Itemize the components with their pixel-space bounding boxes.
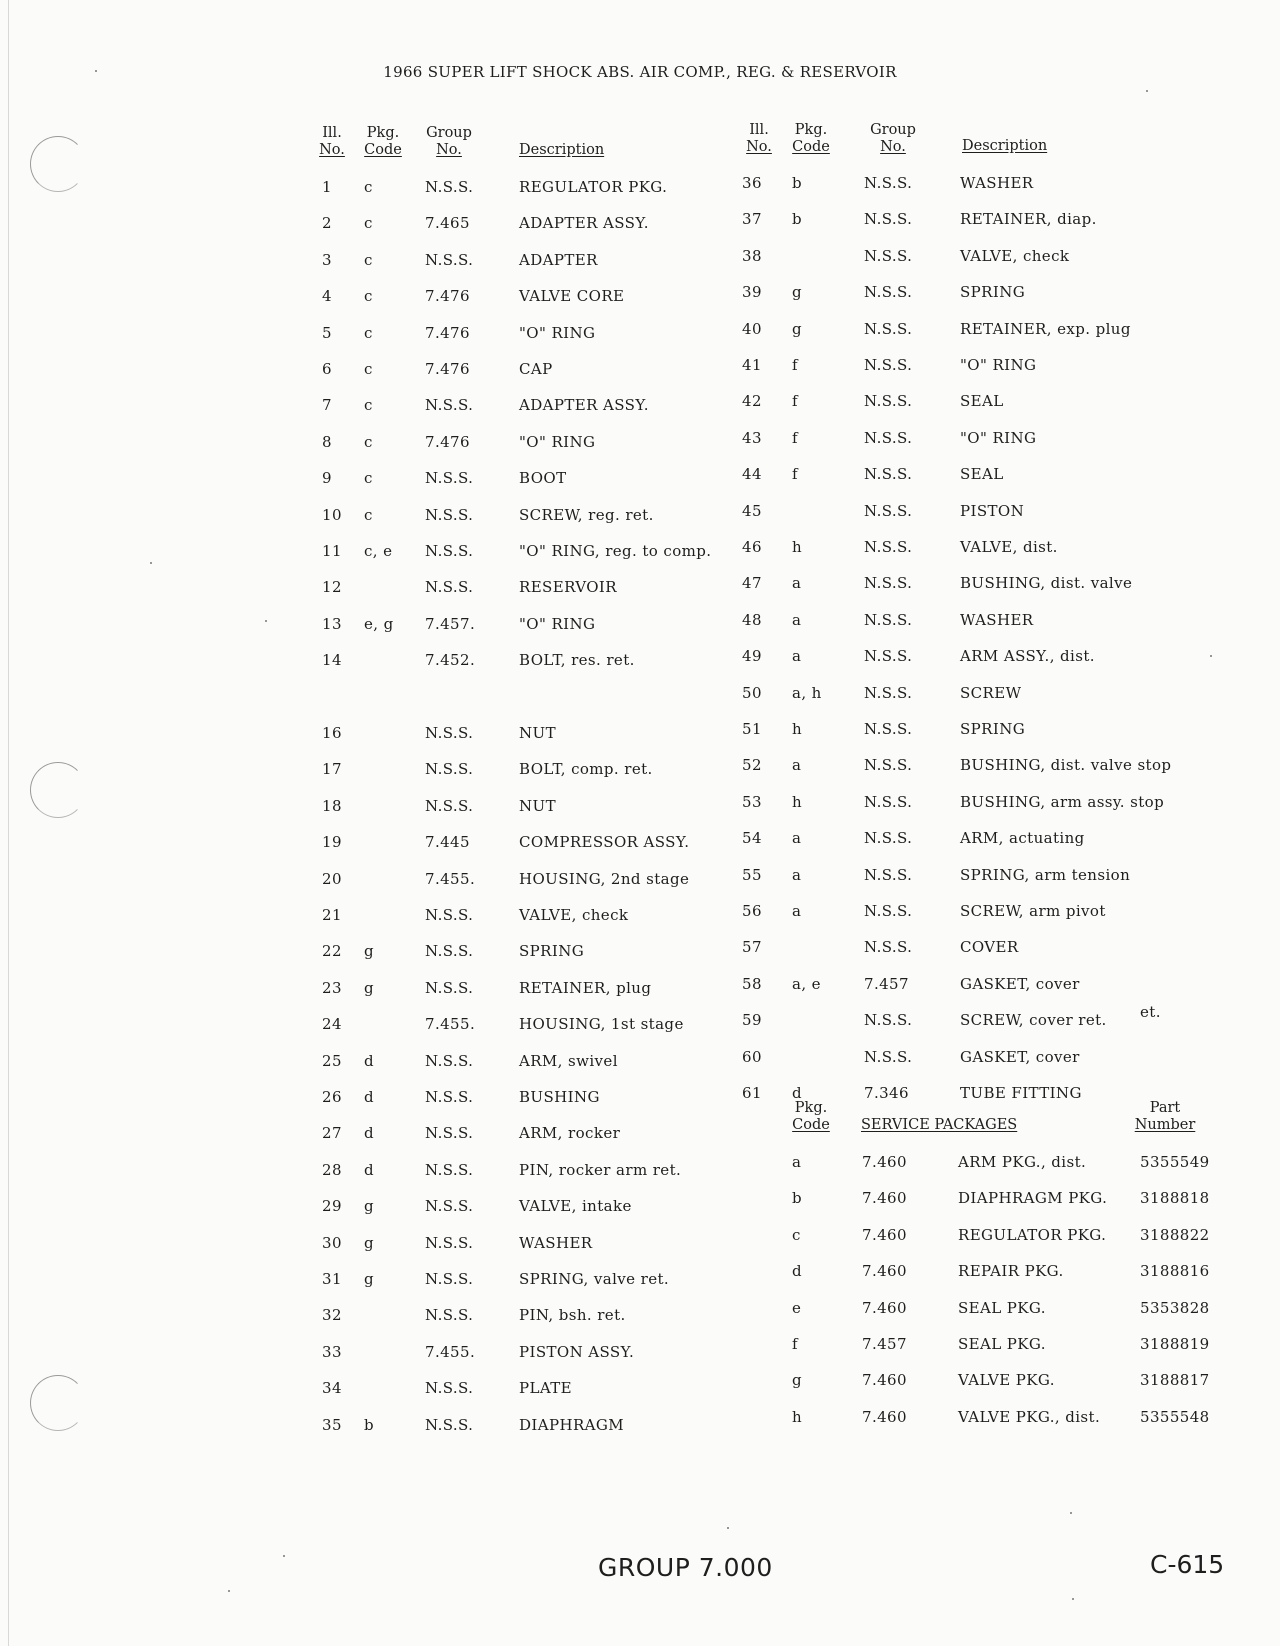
left-ill-no: 30 xyxy=(322,1234,342,1252)
left-pkg-code: c xyxy=(364,469,373,487)
service-description: ARM PKG., dist. xyxy=(958,1153,1087,1171)
left-group-no: 7.476 xyxy=(425,360,470,378)
left-description: NUT xyxy=(519,724,556,742)
left-ill-no: 14 xyxy=(322,651,342,669)
right-group-no: N.S.S. xyxy=(864,611,913,629)
right-description: COVER xyxy=(960,938,1019,956)
left-ill-no: 31 xyxy=(322,1270,342,1288)
left-description: BOLT, res. ret. xyxy=(519,651,635,669)
right-ill-no: 52 xyxy=(742,756,762,774)
service-pkg-code: a xyxy=(792,1153,802,1171)
left-group-no: 7.476 xyxy=(425,287,470,305)
right-pkg-code: d xyxy=(792,1084,803,1102)
right-ill-no: 43 xyxy=(742,429,762,447)
right-ill-no: 46 xyxy=(742,538,762,556)
left-ill-no: 23 xyxy=(322,979,342,997)
right-description: SPRING, arm tension xyxy=(960,866,1131,884)
stray-mark: et. xyxy=(1140,1003,1161,1021)
right-pkg-code: b xyxy=(792,210,803,228)
right-description: SCREW xyxy=(960,684,1022,702)
right-group-no: N.S.S. xyxy=(864,866,913,884)
left-ill-no: 22 xyxy=(322,942,342,960)
left-group-no: N.S.S. xyxy=(425,1234,474,1252)
left-ill-no: 25 xyxy=(322,1052,342,1070)
left-pkg-code: c xyxy=(364,396,373,414)
left-group-no: N.S.S. xyxy=(425,797,474,815)
left-group-no: N.S.S. xyxy=(425,1379,474,1397)
left-pkg-code: b xyxy=(364,1416,375,1434)
left-description: HOUSING, 2nd stage xyxy=(519,870,690,888)
scan-speck xyxy=(283,1555,285,1557)
service-group-no: 7.460 xyxy=(862,1408,907,1426)
left-group-no: 7.476 xyxy=(425,324,470,342)
right-ill-no: 60 xyxy=(742,1048,762,1066)
left-description: ADAPTER ASSY. xyxy=(519,396,649,414)
footer-page-number: C-615 xyxy=(1150,1550,1225,1579)
left-ill-no: 1 xyxy=(322,178,332,196)
left-pkg-code: g xyxy=(364,942,375,960)
header-pkg-code-left: Pkg. Code xyxy=(364,125,402,158)
left-group-no: N.S.S. xyxy=(425,469,474,487)
service-description: DIAPHRAGM PKG. xyxy=(958,1189,1108,1207)
left-pkg-code: c xyxy=(364,178,373,196)
right-pkg-code: a xyxy=(792,829,802,847)
page-margin-line xyxy=(8,0,9,1646)
left-pkg-code: c xyxy=(364,360,373,378)
service-header-pkg-code: Pkg. Code xyxy=(792,1100,830,1133)
scan-speck xyxy=(727,1527,729,1529)
right-description: SEAL xyxy=(960,392,1004,410)
left-description: DIAPHRAGM xyxy=(519,1416,625,1434)
right-ill-no: 61 xyxy=(742,1084,762,1102)
left-group-no: N.S.S. xyxy=(425,942,474,960)
scan-speck xyxy=(1070,1512,1072,1514)
left-ill-no: 19 xyxy=(322,833,342,851)
left-description: REGULATOR PKG. xyxy=(519,178,668,196)
right-pkg-code: a, h xyxy=(792,684,822,702)
hole-punch-middle xyxy=(30,762,86,818)
left-description: SCREW, reg. ret. xyxy=(519,506,654,524)
service-part-number: 3188819 xyxy=(1140,1335,1210,1353)
service-pkg-code: b xyxy=(792,1189,803,1207)
left-group-no: 7.452. xyxy=(425,651,476,669)
left-ill-no: 18 xyxy=(322,797,342,815)
left-pkg-code: c xyxy=(364,287,373,305)
service-pkg-code: g xyxy=(792,1371,803,1389)
scan-speck xyxy=(1146,90,1148,92)
left-ill-no: 5 xyxy=(322,324,332,342)
left-description: SPRING xyxy=(519,942,585,960)
right-pkg-code: g xyxy=(792,283,803,301)
left-description: HOUSING, 1st stage xyxy=(519,1015,684,1033)
service-pkg-code: c xyxy=(792,1226,801,1244)
left-group-no: N.S.S. xyxy=(425,1306,474,1324)
service-group-no: 7.460 xyxy=(862,1371,907,1389)
left-description: SPRING, valve ret. xyxy=(519,1270,670,1288)
left-pkg-code: c xyxy=(364,214,373,232)
header-pkg-code-right: Pkg. Code xyxy=(792,122,830,155)
left-ill-no: 21 xyxy=(322,906,342,924)
scan-speck xyxy=(265,620,267,622)
right-group-no: N.S.S. xyxy=(864,793,913,811)
left-group-no: N.S.S. xyxy=(425,506,474,524)
right-group-no: N.S.S. xyxy=(864,1048,913,1066)
right-pkg-code: h xyxy=(792,720,803,738)
right-pkg-code: a xyxy=(792,611,802,629)
left-group-no: N.S.S. xyxy=(425,724,474,742)
service-part-number: 3188817 xyxy=(1140,1371,1210,1389)
service-description: REGULATOR PKG. xyxy=(958,1226,1107,1244)
right-group-no: N.S.S. xyxy=(864,392,913,410)
left-ill-no: 8 xyxy=(322,433,332,451)
right-ill-no: 56 xyxy=(742,902,762,920)
page-title: 1966 SUPER LIFT SHOCK ABS. AIR COMP., REG. & RESERVOIR xyxy=(383,63,897,81)
left-pkg-code: c, e xyxy=(364,542,393,560)
right-description: WASHER xyxy=(960,174,1034,192)
service-group-no: 7.460 xyxy=(862,1153,907,1171)
left-pkg-code: d xyxy=(364,1088,375,1106)
left-pkg-code: c xyxy=(364,324,373,342)
service-part-number: 3188816 xyxy=(1140,1262,1210,1280)
left-ill-no: 16 xyxy=(322,724,342,742)
right-group-no: N.S.S. xyxy=(864,502,913,520)
left-ill-no: 12 xyxy=(322,578,342,596)
left-ill-no: 35 xyxy=(322,1416,342,1434)
right-group-no: N.S.S. xyxy=(864,720,913,738)
left-description: PISTON ASSY. xyxy=(519,1343,635,1361)
service-description: SEAL PKG. xyxy=(958,1335,1046,1353)
right-group-no: N.S.S. xyxy=(864,247,913,265)
left-description: "O" RING, reg. to comp. xyxy=(519,542,712,560)
right-group-no: N.S.S. xyxy=(864,429,913,447)
left-description: VALVE, intake xyxy=(519,1197,632,1215)
right-group-no: N.S.S. xyxy=(864,465,913,483)
left-group-no: N.S.S. xyxy=(425,979,474,997)
left-pkg-code: g xyxy=(364,1270,375,1288)
service-part-number: 5355549 xyxy=(1140,1153,1210,1171)
right-pkg-code: a xyxy=(792,902,802,920)
left-ill-no: 32 xyxy=(322,1306,342,1324)
right-ill-no: 48 xyxy=(742,611,762,629)
right-pkg-code: f xyxy=(792,356,798,374)
right-ill-no: 54 xyxy=(742,829,762,847)
service-pkg-code: h xyxy=(792,1408,803,1426)
scan-speck xyxy=(1072,1598,1074,1600)
right-description: BUSHING, arm assy. stop xyxy=(960,793,1165,811)
left-description: BOLT, comp. ret. xyxy=(519,760,653,778)
right-group-no: N.S.S. xyxy=(864,756,913,774)
right-ill-no: 50 xyxy=(742,684,762,702)
right-description: SEAL xyxy=(960,465,1004,483)
right-pkg-code: f xyxy=(792,429,798,447)
right-description: GASKET, cover xyxy=(960,975,1080,993)
hole-punch-bottom xyxy=(30,1375,86,1431)
left-ill-no: 24 xyxy=(322,1015,342,1033)
left-ill-no: 9 xyxy=(322,469,332,487)
left-ill-no: 17 xyxy=(322,760,342,778)
left-group-no: 7.465 xyxy=(425,214,470,232)
right-description: PISTON xyxy=(960,502,1025,520)
service-description: SEAL PKG. xyxy=(958,1299,1046,1317)
service-header-part-number: Part Number xyxy=(1134,1100,1196,1133)
left-group-no: 7.457. xyxy=(425,615,476,633)
service-description: REPAIR PKG. xyxy=(958,1262,1064,1280)
left-description: ADAPTER xyxy=(519,251,598,269)
left-group-no: N.S.S. xyxy=(425,1161,474,1179)
right-group-no: N.S.S. xyxy=(864,320,913,338)
right-group-no: 7.457 xyxy=(864,975,909,993)
left-group-no: N.S.S. xyxy=(425,1124,474,1142)
left-description: RETAINER, plug xyxy=(519,979,652,997)
service-description: VALVE PKG., dist. xyxy=(958,1408,1101,1426)
right-description: SCREW, arm pivot xyxy=(960,902,1106,920)
header-ill-no-left: Ill. No. xyxy=(319,125,345,158)
left-ill-no: 28 xyxy=(322,1161,342,1179)
left-group-no: 7.445 xyxy=(425,833,470,851)
left-description: "O" RING xyxy=(519,324,596,342)
right-pkg-code: f xyxy=(792,392,798,410)
left-description: ARM, rocker xyxy=(519,1124,621,1142)
left-ill-no: 34 xyxy=(322,1379,342,1397)
right-group-no: N.S.S. xyxy=(864,829,913,847)
right-ill-no: 36 xyxy=(742,174,762,192)
left-description: ARM, swivel xyxy=(519,1052,618,1070)
right-ill-no: 57 xyxy=(742,938,762,956)
right-ill-no: 37 xyxy=(742,210,762,228)
right-description: ARM ASSY., dist. xyxy=(960,647,1095,665)
left-ill-no: 20 xyxy=(322,870,342,888)
right-description: SCREW, cover ret. xyxy=(960,1011,1107,1029)
left-group-no: N.S.S. xyxy=(425,1416,474,1434)
right-pkg-code: a xyxy=(792,866,802,884)
service-pkg-code: d xyxy=(792,1262,803,1280)
left-ill-no: 6 xyxy=(322,360,332,378)
header-ill-no-right: Ill. No. xyxy=(746,122,772,155)
left-group-no: N.S.S. xyxy=(425,760,474,778)
right-description: BUSHING, dist. valve xyxy=(960,574,1133,592)
left-description: VALVE, check xyxy=(519,906,629,924)
left-pkg-code: c xyxy=(364,251,373,269)
right-description: SPRING xyxy=(960,283,1026,301)
right-ill-no: 58 xyxy=(742,975,762,993)
left-ill-no: 4 xyxy=(322,287,332,305)
left-ill-no: 7 xyxy=(322,396,332,414)
service-group-no: 7.457 xyxy=(862,1335,907,1353)
right-pkg-code: f xyxy=(792,465,798,483)
right-description: SPRING xyxy=(960,720,1026,738)
left-pkg-code: g xyxy=(364,979,375,997)
right-pkg-code: a xyxy=(792,647,802,665)
service-part-number: 5355548 xyxy=(1140,1408,1210,1426)
header-description-right: Description xyxy=(962,138,1048,154)
left-ill-no: 11 xyxy=(322,542,342,560)
scan-speck xyxy=(95,70,97,72)
right-ill-no: 53 xyxy=(742,793,762,811)
left-ill-no: 10 xyxy=(322,506,342,524)
right-ill-no: 59 xyxy=(742,1011,762,1029)
left-group-no: N.S.S. xyxy=(425,906,474,924)
left-description: BOOT xyxy=(519,469,567,487)
right-group-no: N.S.S. xyxy=(864,210,913,228)
left-group-no: 7.476 xyxy=(425,433,470,451)
left-ill-no: 13 xyxy=(322,615,342,633)
left-description: BUSHING xyxy=(519,1088,600,1106)
right-description: TUBE FITTING xyxy=(960,1084,1082,1102)
right-pkg-code: h xyxy=(792,538,803,556)
right-pkg-code: a, e xyxy=(792,975,821,993)
right-pkg-code: a xyxy=(792,756,802,774)
left-description: RESERVOIR xyxy=(519,578,617,596)
left-description: WASHER xyxy=(519,1234,593,1252)
right-ill-no: 42 xyxy=(742,392,762,410)
left-group-no: N.S.S. xyxy=(425,1270,474,1288)
left-pkg-code: c xyxy=(364,506,373,524)
left-ill-no: 3 xyxy=(322,251,332,269)
left-pkg-code: c xyxy=(364,433,373,451)
left-ill-no: 26 xyxy=(322,1088,342,1106)
right-description: "O" RING xyxy=(960,356,1037,374)
left-pkg-code: d xyxy=(364,1161,375,1179)
left-group-no: N.S.S. xyxy=(425,178,474,196)
right-group-no: N.S.S. xyxy=(864,938,913,956)
left-ill-no: 27 xyxy=(322,1124,342,1142)
right-description: GASKET, cover xyxy=(960,1048,1080,1066)
right-ill-no: 41 xyxy=(742,356,762,374)
left-pkg-code: g xyxy=(364,1197,375,1215)
right-ill-no: 39 xyxy=(742,283,762,301)
right-pkg-code: h xyxy=(792,793,803,811)
footer-group-label: GROUP 7.000 xyxy=(598,1553,773,1582)
left-ill-no: 29 xyxy=(322,1197,342,1215)
right-ill-no: 45 xyxy=(742,502,762,520)
left-group-no: N.S.S. xyxy=(425,1088,474,1106)
right-ill-no: 40 xyxy=(742,320,762,338)
header-group-no-left: Group No. xyxy=(426,125,472,158)
right-description: RETAINER, exp. plug xyxy=(960,320,1131,338)
left-description: PLATE xyxy=(519,1379,573,1397)
scan-speck xyxy=(228,1590,230,1592)
service-part-number: 3188822 xyxy=(1140,1226,1210,1244)
right-description: VALVE, dist. xyxy=(960,538,1058,556)
left-description: CAP xyxy=(519,360,553,378)
left-description: NUT xyxy=(519,797,556,815)
right-description: ARM, actuating xyxy=(960,829,1085,847)
service-group-no: 7.460 xyxy=(862,1189,907,1207)
service-header-title: SERVICE PACKAGES xyxy=(861,1117,1018,1133)
left-group-no: N.S.S. xyxy=(425,1052,474,1070)
left-description: "O" RING xyxy=(519,433,596,451)
right-pkg-code: b xyxy=(792,174,803,192)
left-group-no: N.S.S. xyxy=(425,542,474,560)
service-part-number: 3188818 xyxy=(1140,1189,1210,1207)
right-ill-no: 49 xyxy=(742,647,762,665)
right-group-no: N.S.S. xyxy=(864,902,913,920)
left-group-no: 7.455. xyxy=(425,1343,476,1361)
left-description: ADAPTER ASSY. xyxy=(519,214,649,232)
right-group-no: N.S.S. xyxy=(864,174,913,192)
right-group-no: N.S.S. xyxy=(864,1011,913,1029)
service-description: VALVE PKG. xyxy=(958,1371,1055,1389)
right-description: BUSHING, dist. valve stop xyxy=(960,756,1172,774)
left-group-no: N.S.S. xyxy=(425,1197,474,1215)
right-ill-no: 55 xyxy=(742,866,762,884)
left-description: COMPRESSOR ASSY. xyxy=(519,833,690,851)
left-description: VALVE CORE xyxy=(519,287,625,305)
service-pkg-code: f xyxy=(792,1335,798,1353)
service-group-no: 7.460 xyxy=(862,1226,907,1244)
right-description: WASHER xyxy=(960,611,1034,629)
right-description: VALVE, check xyxy=(960,247,1070,265)
left-pkg-code: d xyxy=(364,1124,375,1142)
right-group-no: N.S.S. xyxy=(864,356,913,374)
right-pkg-code: g xyxy=(792,320,803,338)
service-group-no: 7.460 xyxy=(862,1299,907,1317)
hole-punch-top xyxy=(30,136,86,192)
left-ill-no: 2 xyxy=(322,214,332,232)
left-pkg-code: d xyxy=(364,1052,375,1070)
right-ill-no: 44 xyxy=(742,465,762,483)
left-group-no: 7.455. xyxy=(425,870,476,888)
right-group-no: N.S.S. xyxy=(864,538,913,556)
service-pkg-code: e xyxy=(792,1299,802,1317)
left-description: PIN, bsh. ret. xyxy=(519,1306,626,1324)
right-ill-no: 47 xyxy=(742,574,762,592)
right-pkg-code: a xyxy=(792,574,802,592)
right-group-no: 7.346 xyxy=(864,1084,909,1102)
left-ill-no: 33 xyxy=(322,1343,342,1361)
service-group-no: 7.460 xyxy=(862,1262,907,1280)
left-pkg-code: g xyxy=(364,1234,375,1252)
scan-speck xyxy=(150,562,152,564)
header-group-no-right: Group No. xyxy=(870,122,916,155)
right-description: "O" RING xyxy=(960,429,1037,447)
header-description-left: Description xyxy=(519,142,605,158)
left-description: "O" RING xyxy=(519,615,596,633)
left-group-no: N.S.S. xyxy=(425,396,474,414)
right-group-no: N.S.S. xyxy=(864,574,913,592)
service-part-number: 5353828 xyxy=(1140,1299,1210,1317)
left-group-no: N.S.S. xyxy=(425,578,474,596)
left-description: PIN, rocker arm ret. xyxy=(519,1161,682,1179)
right-ill-no: 38 xyxy=(742,247,762,265)
left-group-no: N.S.S. xyxy=(425,251,474,269)
right-description: RETAINER, diap. xyxy=(960,210,1097,228)
right-group-no: N.S.S. xyxy=(864,684,913,702)
right-group-no: N.S.S. xyxy=(864,647,913,665)
right-group-no: N.S.S. xyxy=(864,283,913,301)
right-ill-no: 51 xyxy=(742,720,762,738)
scan-speck xyxy=(1210,655,1212,657)
left-group-no: 7.455. xyxy=(425,1015,476,1033)
left-pkg-code: e, g xyxy=(364,615,394,633)
